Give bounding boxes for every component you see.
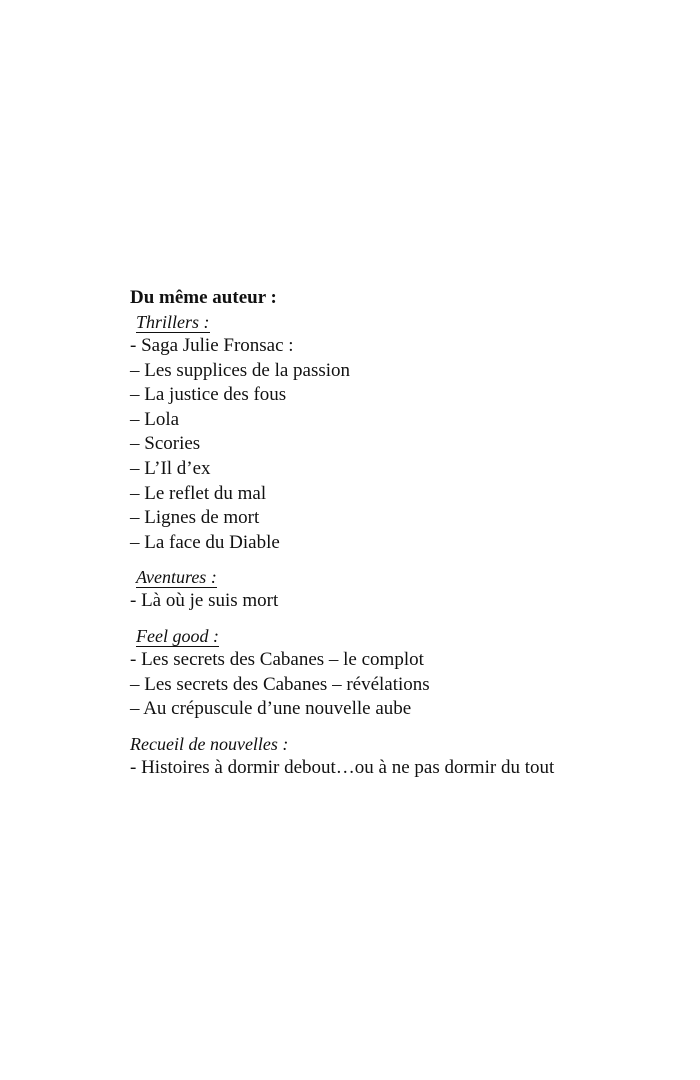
list-item: – La face du Diable [130,531,280,553]
list-item: – L’Il d’ex [130,457,211,479]
list-item: - Histoires à dormir debout…ou à ne pas dormir du tout [130,756,555,778]
list-item: – Les supplices de la passion [130,359,351,381]
section-title-feel-good-text: Feel good : [136,625,219,646]
section-title-recueil [130,732,670,756]
section-spacer [130,614,670,624]
list-item: – La justice des fous [130,384,287,406]
list-item: – Lignes de mort [130,507,260,529]
list-item: – Les secrets des Cabanes – révélations [130,673,430,695]
bibliography-page [130,286,670,780]
section-spacer [130,555,670,565]
list-item: – Lola [130,408,180,430]
list-item: - Là où je suis mort [130,590,279,612]
list-item: - Saga Julie Fronsac : [130,335,294,356]
section-title-recueil-text: Recueil de nouvelles : [130,733,289,754]
section-title-thrillers [130,310,670,334]
list-item: - Les secrets des Cabanes – le complot [130,648,424,670]
list-item: – Le reflet du mal [130,482,267,504]
section-spacer [130,722,670,732]
list-item: – Scories [130,433,201,455]
section-title-aventures [130,565,670,589]
section-title-thrillers-text: Thrillers : [136,312,210,332]
section-title-feel-good [130,624,670,648]
page-heading: Du même auteur : [130,287,277,308]
list-item: – Au crépuscule d’une nouvelle aube [130,698,412,720]
section-title-aventures-text: Aventures : [136,567,217,588]
